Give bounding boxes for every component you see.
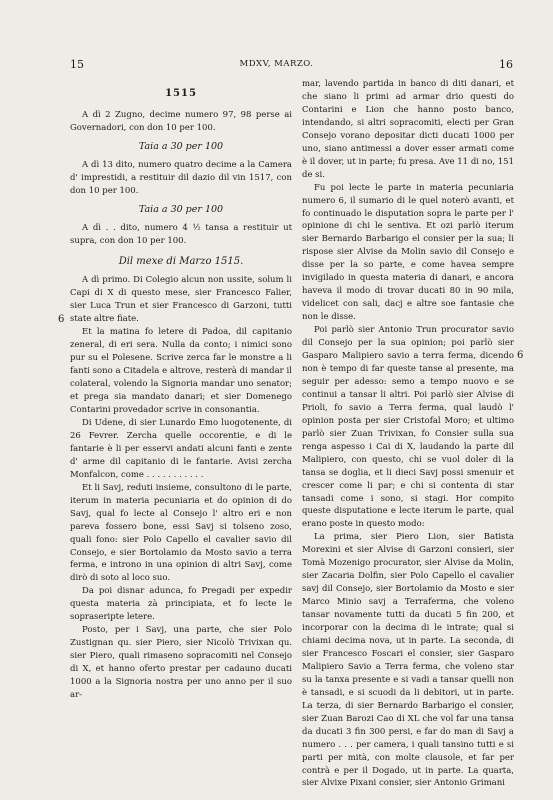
paragraph: Da poi disnar adunca, fo Pregadi per expedir questa materia zà principiata, et fo lecte le sopraseripte letere. [70,586,292,623]
paragraph: Et li Savj, reduti insieme, consultono di le parte, iterum in materia pecuniaria et do opinion di do Savj, qual fo lecte al Consejo l' altro eri e non pareva fossero bone, essi Savj si tolseno zoso, quali fono: sier Polo Capello el cavalier savio dil Consejo, e sier Bortolamio da Mosto savio a terra ferma, e introno in una opinion di altri Savj, come dirò di soto al loco suo. [70,482,292,584]
paragraph: A dì . . dito, numero 4 ½ tansa a restituir ut supra, con don 10 per 100. [70,222,292,246]
year-heading: 1515 [165,88,197,99]
paragraph: mar, lavendo partida in banco di diti danari, et che siano li primi ad armar drio questi do Contarini e Lion che hanno posto banco, intendando, si altri sopracomiti, electi per Gran Consejo vorano depositar dicti ducati 1000 per uno, siano antimessi a dover esser armati come è il dover, ut in parte; fu presa. Ave 11 di no, 151 de si. [302,79,514,180]
page-number-left: 15 [70,58,84,71]
page-number-right: 16 [499,58,513,71]
paragraph: A dì 2 Zugno, decime numero 97, 98 perse ai Governadori, con don 10 per 100. [70,109,292,133]
left-column [70,78,292,702]
subheading: Taia a 30 per 100 [138,203,224,215]
subheading: Taia a 30 per 100 [138,140,224,152]
right-column [302,78,514,790]
paragraph: Di Udene, di sier Lunardo Emo luogotenente, di 26 Fevrer. Zercha quelle occorentie, e di le fantarie è li per esservi andati alcuni fanti e zente d' arme dil capitanio di le fantarie. Avisi zercha Monfalcon, come . . . . . . . . . . . [70,417,292,480]
paragraph: La prima, sier Piero Lion, sier Batista Morexini et sier Alvise di Garzoni consieri, sier Tomà Mozenigo procurator, sier Alvise da Molin, sier Zacaria Dolfin, sier Polo Capello el cavalier savj dil Consejo, sier Bortolamio da Mosto e sier Marco Minio savj a Terraferma, che voleno tansar novamente tutti da ducati 5 fin 200, et incorporar con la decima di le intrate; qual si chiami decima nova, ut in parte. La seconda, di sier Francesco Foscari el consier, sier Gasparo Malipiero Savio a Terra ferma, che voleno star su la tanxa presente e si vadi a tansar quelli non è tansadi, e si scuodi da li debitori, ut in parte. La terza, di sier Bernardo Barbarigo el consier, sier Zuan Barozi Cao di XL che vol far una tansa da ducati 3 fin 300 persi, e far do man di Savj a numero . . . per camera, i quali tansino tutti e si parti per mità, con molte clausole, et far per contrà e per il Dogado, ut in parte. La quarta, sier Alvixe Pixani consier, sier Antonio Grimani [302,532,514,789]
paragraph: A dì 13 dito, numero quatro decime a la Camera d' imprestidi, a restituir dil dazio dil vin 1517, con don 10 per 100. [70,159,292,196]
paragraph: A dì primo. Di Colegio alcun non ussite, solum li Capi di X di questo mese, sier Francesco Falier, sier Luca Trun et sier Francesco di Garzoni, tutti state altre fiate. [70,275,292,325]
paragraph: Poi parlò sier Antonio Trun procurator savio dil Consejo per la sua opinion; poi parlò sier Gasparo Malipiero savio a terra ferma, dicendo non è tempo di far queste tanse al presente, ma seguir per adesso: semo a tempo nuovo e se continui a tansar li altri. Poi parlò sier Alvise di Prioli, fo savio a Terra ferma, qual laudò l' opinion posta per sier Cristofal Moro; et ultimo parlò sier Zuan Trivixan, fo Consier sulla sua renga aspesso i Cai di X, laudando la parte dil Malipiero, con questo, chi se vuol doler di la tansa se doglia, et li dieci Savj possi smenuir et crescer come li par; e chi si contenta di star tansadi come i sono, si stagi. Hor compito queste disputatione e lecte iterum le parte, qual erano poste in questo modo: [302,325,514,530]
paragraph: Et la matina fo letere di Padoa, dil capitanio zeneral, di eri sera. Nulla da conto; i nimici sono pur su el Polesene. Scrive zerca far le monstre a li fanti sono a Citadela e altrove, resterà di mandar il colateral, volendo la Signoria mandar uno senator; et prega sia mandato danari; et sier Domenego Contarini provedador scrive in consonantia. [70,327,292,416]
paragraph: Posto, per i Savj, una parte, che sier Polo Zustignan qu. sier Piero, sier Nicolò Trivixan qu. sier Piero, quali rimaseno sopracomiti nel Consejo di X, et hanno oferto prestar per cadauno ducati 1000 a la Signoria nostra per uno anno per il suo ar- [70,625,292,700]
margin-note-right: 6 [517,350,524,361]
running-header [0,58,553,72]
running-title: MDXV, MARZO. [239,59,314,69]
margin-note-left: 6 [58,314,65,325]
month-heading: Dil mexe di Marzo 1515. [118,255,244,267]
paragraph: Fu poi lecte le parte in materia pecuniaria numero 6, il sumario di le quel noterò avanti, et fo continuado le disputation sopra le parte per l' opinione di chi le sentiva. Et ozi parlò iterum sier Bernardo Barbarigo el consier per la sua; li rispose sier Alvise da Molin savio dil Consejo e disse per la so parte, e come havea sempre invigilado in questa materia di danari, e ancora haveva il modo di trovar ducati 80 in 90 mila, videlicet con sali, dacj e altre soe fantasie che non le disse. [302,182,514,323]
